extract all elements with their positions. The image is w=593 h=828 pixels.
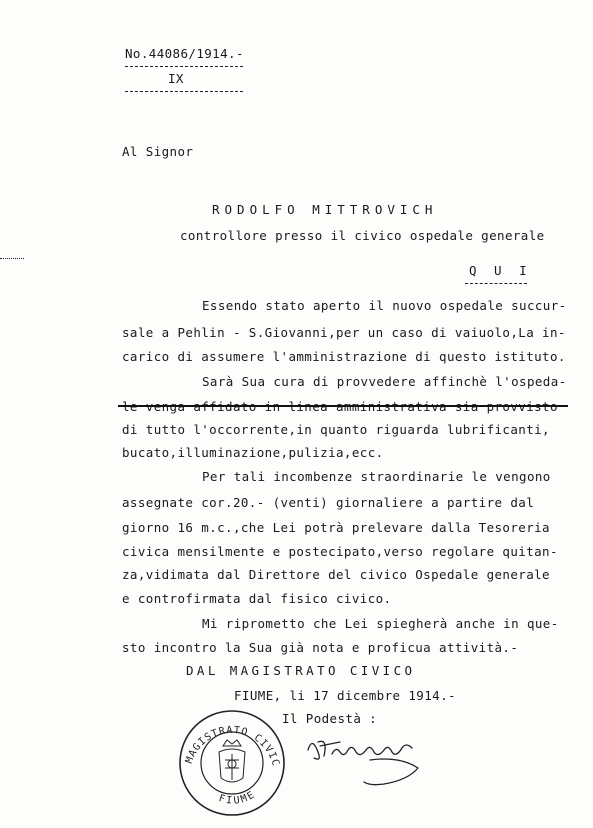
margin-mark (0, 258, 24, 259)
protocol-underline (125, 66, 243, 67)
salutation: Al Signor (122, 144, 194, 159)
addressee-location: Q U I (469, 263, 532, 278)
signature (300, 728, 440, 788)
body-line-4: Sarà Sua cura di provvedere affinchè l'ospeda- (202, 374, 567, 389)
section-number: IX (168, 71, 184, 86)
stamp-text-top: MAGISTRATO CIVICO (173, 700, 282, 768)
addressee-name: RODOLFO MITTROVICH (212, 202, 438, 217)
body-line-9: assegnate cor.20.- (venti) giornaliere a partire dal (122, 495, 535, 510)
authority-line: DAL MAGISTRATO CIVICO (186, 663, 416, 678)
body-line-1: Essendo stato aperto il nuovo ospedale succur- (202, 298, 567, 313)
body-line-6: di tutto l'occorrente,in quanto riguarda lubrificanti, (122, 422, 550, 437)
protocol-number: No.44086/1914.- (125, 46, 244, 61)
body-line-15: sto incontro la Sua già nota e proficua attività.- (122, 640, 519, 655)
body-line-13: e controfirmata dal fisico civico. (122, 591, 392, 606)
signatory-title: Il Podestà : (282, 711, 378, 726)
body-line-14: Mi riprometto che Lei spiegherà anche in que- (202, 616, 559, 631)
body-line-3: carico di assumere l'amministrazione di questo istituto. (122, 349, 566, 364)
body-line-7: bucato,illuminazione,pulizia,ecc. (122, 445, 384, 460)
body-line-12: za,vidimata dal Direttore del civico Ospedale generale (122, 567, 550, 582)
location-underline (465, 283, 527, 284)
place-date: FIUME, li 17 dicembre 1914.- (234, 688, 456, 703)
coat-of-arms-emblem (219, 740, 245, 782)
strikethrough-line (118, 405, 568, 407)
official-stamp (173, 700, 287, 818)
svg-text:FIUME (217, 789, 258, 807)
stamp-text-bottom: FIUME (217, 788, 258, 807)
section-underline (125, 91, 243, 92)
body-line-2: sale a Pehlin - S.Giovanni,per un caso di vaiuolo,La in- (122, 325, 566, 340)
body-line-11: civica mensilmente e postecipato,verso regolare quitan- (122, 544, 558, 559)
body-line-8: Per tali incombenze straordinarie le vengono (202, 469, 551, 484)
addressee-role: controllore presso il civico ospedale generale (180, 228, 545, 243)
body-line-10: giorno 16 m.c.,che Lei potrà prelevare dalla Tesoreria (122, 520, 550, 535)
body-line-5 (122, 400, 558, 414)
